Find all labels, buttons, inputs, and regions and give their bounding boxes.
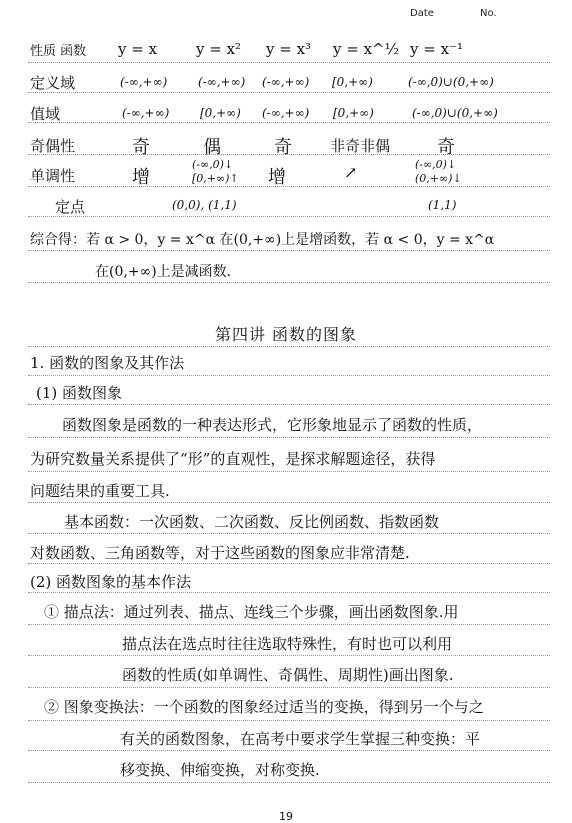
number-label: No. [480,8,497,19]
method-line: 描点法在选点时往往选取特殊性，有时也可以利用 [122,635,453,653]
section-heading: 1. 函数的图象及其作法 [30,354,185,372]
table-cell: (-∞,+∞) [198,75,246,89]
table-cell: 奇 [274,137,292,158]
table-cell: (-∞,+∞) [262,75,310,89]
method-line: 移变换、伸缩变换，对称变换. [120,761,320,779]
method-line: 函数的性质(如单调性、奇偶性、周期性)画出图象. [122,666,454,684]
paragraph-line: 对数函数、三角函数等，对于这些函数的图象应非常清楚. [30,544,410,562]
method-line: 有关的函数图象，在高考中要求学生掌握三种变换：平 [120,730,481,748]
table-cell: ↗ [344,163,358,182]
table-cell: 增 [268,167,286,188]
method-line: ① 描点法：通过列表、描点、连线三个步骤，画出函数图象.用 [44,603,459,621]
table-cell: (-∞,+∞) [120,75,168,89]
table-cell: [0,+∞) [200,106,241,120]
table-cell: [0,+∞) [332,75,373,89]
table-cell: (-∞,0)∪(0,+∞) [408,75,494,89]
date-label: Date [410,8,434,19]
page-number: 19 [279,810,293,823]
table-cell: (0,0), (1,1) [172,198,237,212]
paragraph-line: 函数图象是函数的一种表达形式，它形象地显示了函数的性质， [62,416,483,434]
subsection-heading: (2) 函数图象的基本作法 [30,573,192,591]
paragraph-line: 为研究数量关系提供了“形”的直观性，是探求解题途径，获得 [30,450,436,468]
table-cell: 偶 [203,137,221,158]
table-cell: (-∞,0)↓ [0,+∞)↑ [192,158,239,185]
table-row-label: 值域 [30,105,61,123]
table-cell: (1,1) [428,198,457,212]
table-cell: 奇 [132,137,150,158]
table-row-label: 性质 函数 [30,44,87,59]
table-cell: (-∞,+∞) [122,106,170,120]
method-line: ② 图象变换法：一个函数的图象经过适当的变换，得到另一个与之 [44,698,484,716]
subsection-heading: (1) 函数图象 [36,384,123,402]
paragraph-line: 基本函数：一次函数、二次函数、反比例函数、指数函数 [64,513,440,531]
table-cell: 奇 [437,137,455,158]
table-row-label: 定点 [55,198,86,216]
table-cell: y = x⁻¹ [410,40,463,58]
lecture-title: 第四讲 函数的图象 [214,325,358,344]
table-cell: y = x^½ [333,40,400,58]
table-cell: (-∞,+∞) [262,106,310,120]
summary-line-1: 综合得：若 α > 0，y = x^α 在(0,+∞)上是增函数，若 α < 0，y = x^α [30,232,495,248]
table-row-label: 定义域 [30,74,76,92]
table-cell: 非奇非偶 [330,137,391,155]
table-row-label: 单调性 [30,167,76,185]
table-cell: [0,+∞) [333,106,374,120]
summary-line-2: 在(0,+∞)上是减函数. [95,264,232,280]
table-row-label: 奇偶性 [30,137,76,155]
table-cell: y = x² [196,40,242,58]
table-cell: y = x³ [266,40,312,58]
table-cell: 增 [132,167,150,188]
table-cell: (-∞,0)∪(0,+∞) [412,106,498,120]
table-cell: y = x [118,40,158,58]
paragraph-line: 问题结果的重要工具. [30,482,170,500]
table-cell: (-∞,0)↓ (0,+∞)↓ [415,158,462,185]
